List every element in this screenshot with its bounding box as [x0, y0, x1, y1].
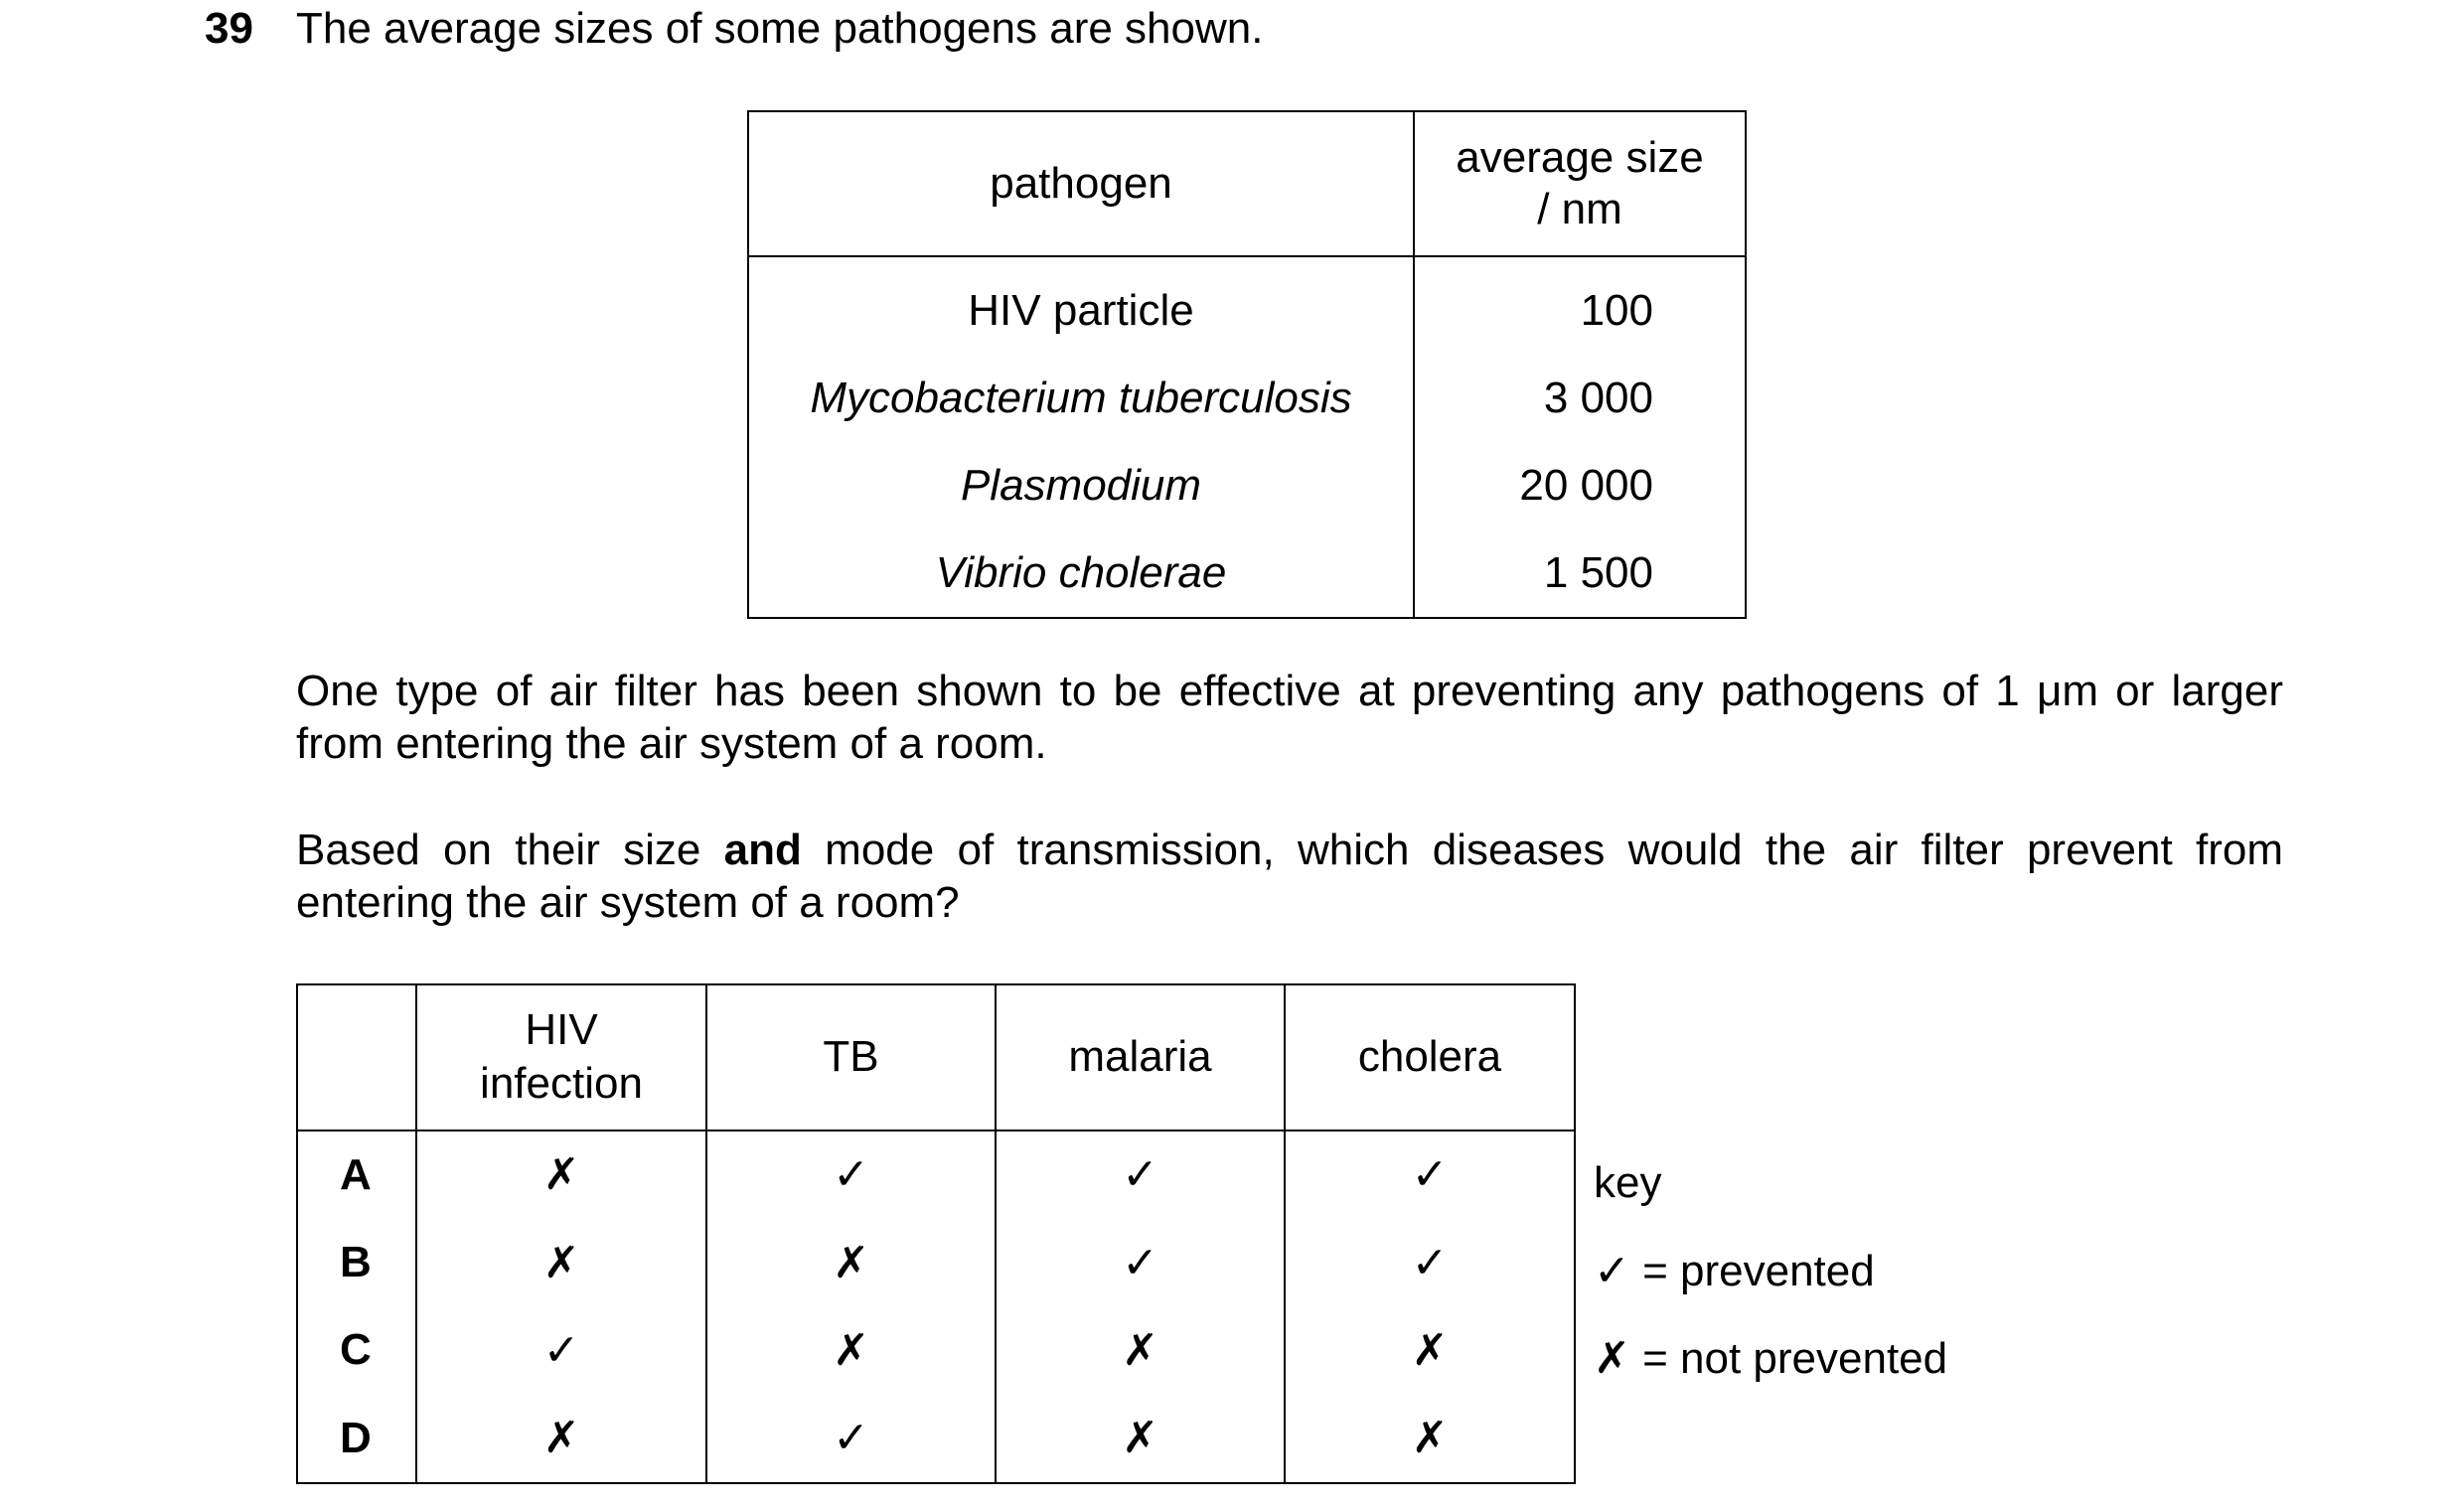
- hiv-mark: ✗: [416, 1130, 706, 1219]
- question-prompt: [296, 824, 2283, 929]
- table-row: [748, 355, 1746, 442]
- size-header-line2: / nm: [1537, 185, 1622, 233]
- prompt-bold-word: and: [723, 826, 802, 874]
- tb-mark: ✗: [706, 1219, 996, 1306]
- answer-options-table: [296, 983, 1576, 1484]
- option-letter[interactable]: C: [297, 1306, 416, 1394]
- hiv-mark: ✗: [416, 1395, 706, 1483]
- filter-description: One type of air filter has been shown to be effective at preventing any pathogens of 1 μm or larger from entering the air system of a room.: [296, 667, 2283, 768]
- pathogen-name: Plasmodium: [748, 442, 1414, 529]
- answer-option-row-c[interactable]: [297, 1306, 1575, 1394]
- cholera-mark: ✗: [1285, 1395, 1575, 1483]
- hiv-column-header: [416, 984, 706, 1130]
- malaria-mark: ✗: [996, 1306, 1285, 1394]
- table-row: [748, 256, 1746, 355]
- cholera-mark: ✗: [1285, 1306, 1575, 1394]
- tb-mark: ✗: [706, 1306, 996, 1394]
- prompt-text-start: Based on their size: [296, 826, 724, 874]
- malaria-column-header: malaria: [996, 984, 1285, 1130]
- answer-option-row-a[interactable]: [297, 1130, 1575, 1219]
- option-column-header: [297, 984, 416, 1130]
- cholera-mark: ✓: [1285, 1219, 1575, 1306]
- pathogen-size: 100: [1414, 256, 1746, 355]
- answer-option-row-d[interactable]: [297, 1395, 1575, 1483]
- pathogen-name: Vibrio cholerae: [748, 529, 1414, 618]
- answer-option-row-b[interactable]: [297, 1219, 1575, 1306]
- key-tick-meaning: ✓ = prevented: [1594, 1247, 1875, 1295]
- pathogen-table-header-row: [748, 111, 1746, 256]
- option-letter[interactable]: D: [297, 1395, 416, 1483]
- hiv-mark: ✓: [416, 1306, 706, 1394]
- hiv-header-line2: infection: [480, 1059, 643, 1109]
- key-title: key: [1594, 1158, 1662, 1207]
- question-number: 39: [205, 4, 253, 53]
- cholera-mark: ✓: [1285, 1130, 1575, 1219]
- malaria-mark: ✓: [996, 1130, 1285, 1219]
- option-letter[interactable]: A: [297, 1130, 416, 1219]
- tb-column-header: TB: [706, 984, 996, 1130]
- pathogen-column-header: pathogen: [748, 111, 1414, 256]
- hiv-header-line1: HIV: [525, 1005, 598, 1055]
- pathogen-size: 1 500: [1414, 529, 1746, 618]
- pathogen-name: Mycobacterium tuberculosis: [748, 355, 1414, 442]
- answer-table-header-row: [297, 984, 1575, 1130]
- table-row: [748, 529, 1746, 618]
- option-letter[interactable]: B: [297, 1219, 416, 1306]
- pathogen-name: HIV particle: [748, 256, 1414, 355]
- malaria-mark: ✓: [996, 1219, 1285, 1306]
- size-column-header: [1414, 111, 1746, 256]
- question-stem: The average sizes of some pathogens are shown.: [296, 4, 1264, 53]
- pathogen-size: 3 000: [1414, 355, 1746, 442]
- size-header-line1: average size: [1456, 133, 1704, 182]
- hiv-mark: ✗: [416, 1219, 706, 1306]
- key-cross-meaning: ✗ = not prevented: [1594, 1334, 1948, 1383]
- table-row: [748, 442, 1746, 529]
- malaria-mark: ✗: [996, 1395, 1285, 1483]
- cholera-column-header: cholera: [1285, 984, 1575, 1130]
- pathogen-size: 20 000: [1414, 442, 1746, 529]
- tb-mark: ✓: [706, 1130, 996, 1219]
- pathogen-size-table: [747, 110, 1747, 619]
- tb-mark: ✓: [706, 1395, 996, 1483]
- prompt-text-end: mode of transmission, which diseases would the air filter prevent from entering the air system of a room?: [296, 826, 2283, 927]
